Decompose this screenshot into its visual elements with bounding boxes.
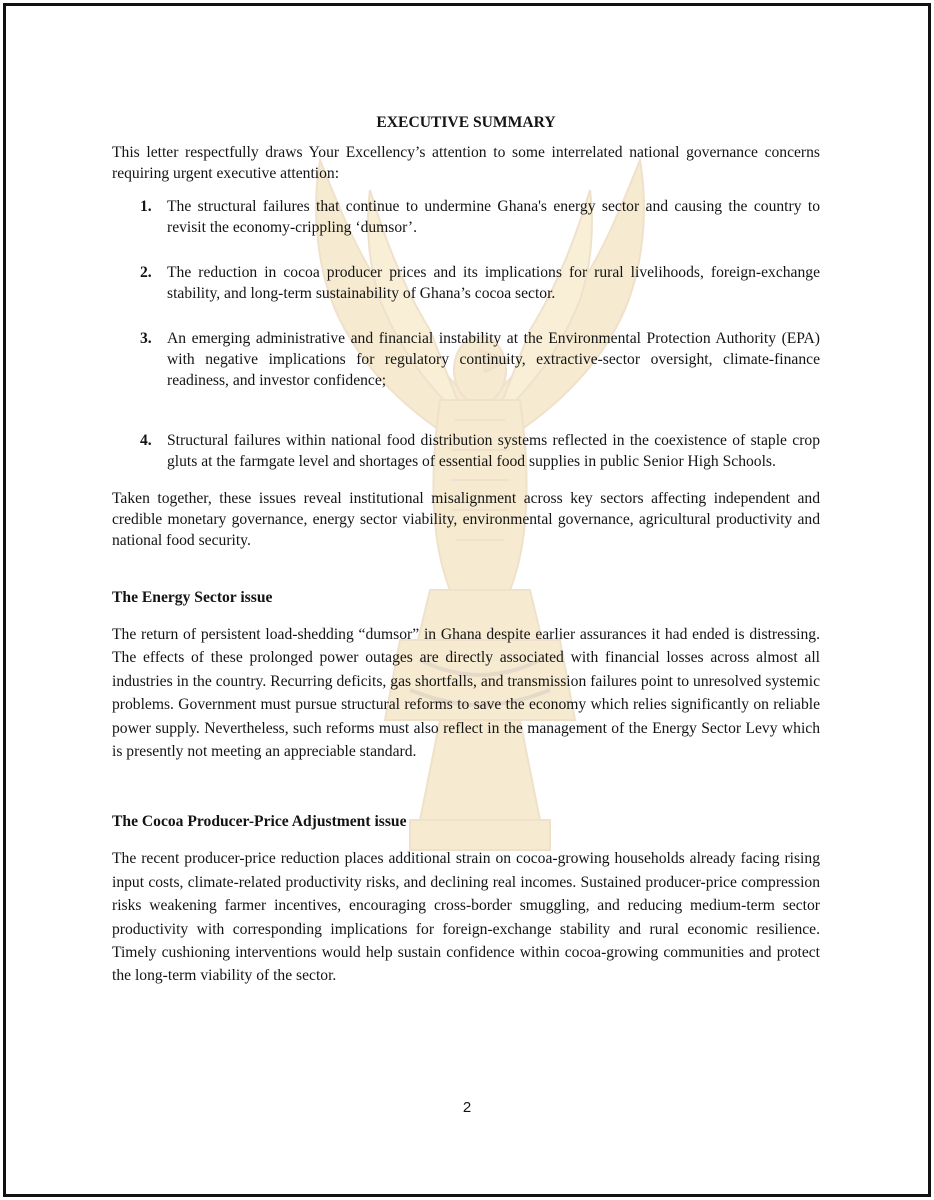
list-item-number: 1.: [140, 198, 152, 215]
executive-summary-heading: EXECUTIVE SUMMARY: [376, 114, 556, 131]
cocoa-section-body: The recent producer-price reduction places additional strain on cocoa-growing households already facing rising input costs, climate-related productivity risks, and declining real incomes. Sustained producer-price compression risks weakening farmer incentives, encouraging cross-border smuggling, and reducing medium-term sector productivity with corresponding implications for foreign-exchange stability and rural economic resilience. Timely cushioning interventions would help sustain confidence within cocoa-growing communities and protect the long-term viability of the sector.: [112, 850, 820, 985]
list-item: [140, 430, 820, 472]
cocoa-section-title: The Cocoa Producer-Price Adjustment issue: [112, 813, 407, 831]
list-item-number: 4.: [140, 432, 152, 449]
list-item: [140, 328, 820, 391]
summary-paragraph: Taken together, these issues reveal institutional misalignment across key sectors affecting independent and credible monetary governance, energy sector viability, environmental governance, agricultural productivity and national food security.: [112, 490, 820, 549]
page-number: 2: [462, 1099, 472, 1116]
intro-paragraph: This letter respectfully draws Your Excellency’s attention to some interrelated national governance concerns requiring urgent executive attention:: [112, 144, 820, 182]
list-item-number: 3.: [140, 330, 152, 347]
energy-section-title: The Energy Sector issue: [112, 589, 273, 606]
list-item-number: 2.: [140, 264, 152, 281]
concerns-list: [112, 196, 820, 472]
list-item: [140, 196, 820, 238]
list-item-text: An emerging administrative and financial instability at the Environmental Protection Authority (EPA) with negative implications for regulatory continuity, extractive-sector oversight, climate-finance readiness, and investor confidence;: [167, 330, 820, 389]
energy-section-body: The return of persistent load-shedding “dumsor” in Ghana despite earlier assurances it had ended is distressing. The effects of these prolonged power outages are directly associated with financial losses across almost all industries in the country. Recurring deficits, gas shortfalls, and transmission failures point to unresolved systemic problems. Government must pursue structural reforms to save the economy which relies significantly on reliable power supply. Nevertheless, such reforms must also reflect in the management of the Energy Sector Levy which is presently not meeting an appreciable standard.: [112, 626, 820, 761]
list-item: [140, 262, 820, 304]
list-item-text: The reduction in cocoa producer prices and its implications for rural livelihoods, foreign-exchange stability, and long-term sustainability of Ghana’s cocoa sector.: [167, 264, 820, 302]
list-item-text: Structural failures within national food distribution systems reflected in the coexistence of staple crop gluts at the farmgate level and shortages of essential food supplies in public Senior High Schools.: [167, 432, 820, 470]
document-page: [112, 112, 820, 988]
list-item-text: The structural failures that continue to undermine Ghana's energy sector and causing the country to revisit the economy-crippling ‘dumsor’.: [167, 198, 820, 236]
